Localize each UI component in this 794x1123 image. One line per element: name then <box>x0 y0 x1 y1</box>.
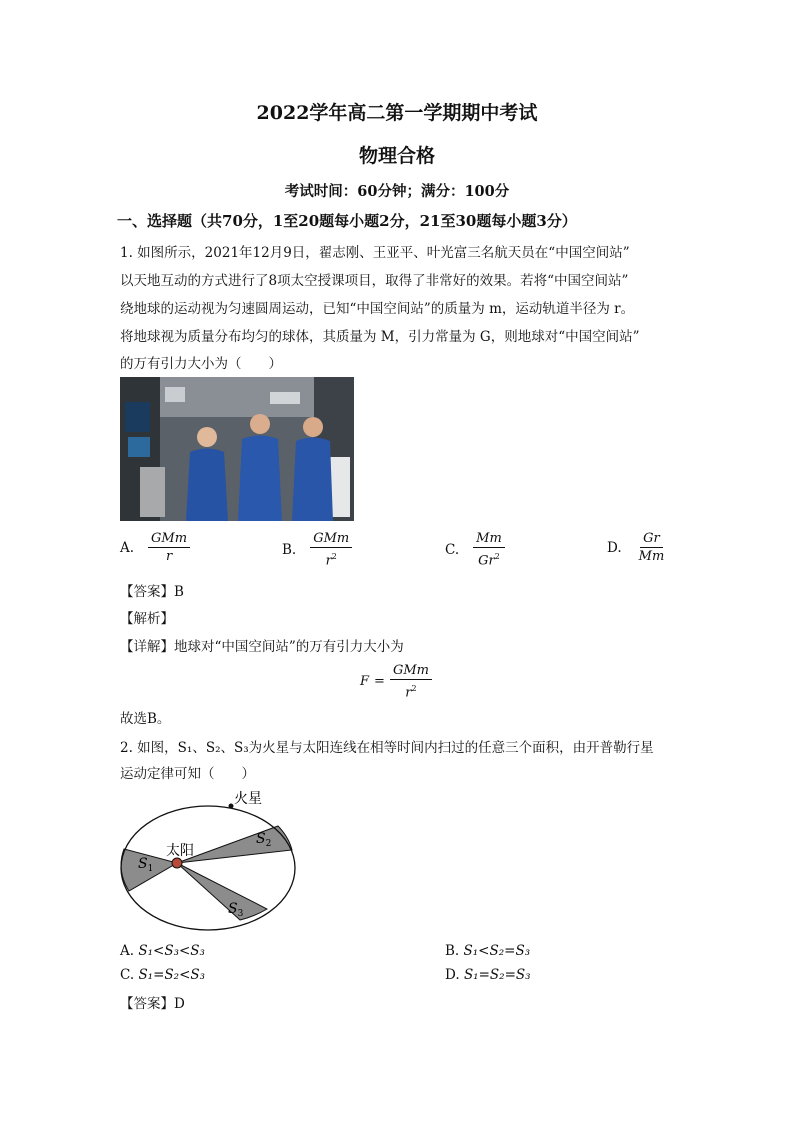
exam-title: 2022学年高二第一学期期中考试 <box>256 102 538 124</box>
astronauts-photo <box>120 377 354 521</box>
mars-label: 火星 <box>234 791 262 807</box>
q2-option-c[interactable]: C. S₁=S₂<S₃ <box>120 967 206 983</box>
q1-option-d[interactable] <box>607 530 667 565</box>
q2-option-a[interactable]: A. S₁<S₃<S₃ <box>120 943 205 959</box>
q1-option-b[interactable] <box>282 530 352 569</box>
q1-line-2: 以天地互动的方式进行了8项太空授课项目，取得了非常好的效果。若将“中国空间站” <box>120 273 629 289</box>
option-label: A. <box>120 539 135 556</box>
q1-detail: 【详解】地球对“中国空间站”的万有引力大小为 <box>120 639 404 655</box>
q1-conclusion: 故选B。 <box>120 711 171 727</box>
mars-marker <box>229 804 234 809</box>
q1-line-4: 将地球视为质量分布均匀的球体，其质量为 M，引力常量为 G，则地球对“中国空间站” <box>120 329 640 345</box>
sun-marker <box>172 858 182 868</box>
q1-line-1: 1. 如图所示，2021年12月9日，翟志刚、王亚平、叶光富三名航天员在“中国空间站” <box>120 245 630 261</box>
s1-label: $S_1$ <box>138 856 154 874</box>
s3-label: $S_3$ <box>228 901 244 919</box>
option-formula: $\frac{Gr}{Mm}$ <box>638 531 665 564</box>
kepler-orbit-diagram <box>120 785 300 935</box>
exam-subtitle: 物理合格 <box>358 145 435 167</box>
q2-option-b[interactable]: B. S₁<S₂=S₃ <box>445 943 531 959</box>
exam-info: 考试时间：60分钟；满分：100分 <box>284 183 510 200</box>
q2-option-d[interactable]: D. S₁=S₂=S₃ <box>445 967 531 983</box>
q1-analysis-tag: 【解析】 <box>120 611 174 627</box>
q1-line-5: 的万有引力大小为（ ） <box>120 356 282 372</box>
option-formula: $\frac{\text{GMm}}{r^2}$ <box>310 530 352 569</box>
option-formula: $\frac{Mm}{Gr^2}$ <box>473 530 505 569</box>
option-label: B. <box>282 541 297 558</box>
option-label: C. <box>445 541 460 558</box>
gravitation-formula: F = $\frac{\text{GMm}}{r^2}$ <box>360 662 432 701</box>
section-heading: 一、选择题（共70分，1至20题每小题2分，21至30题每小题3分） <box>117 212 577 230</box>
option-formula: $\frac{\text{GMm}}{r}$ <box>148 530 190 565</box>
area-s2 <box>177 826 292 863</box>
q1-line-3: 绕地球的运动视为匀速圆周运动，已知“中国空间站”的质量为 m，运动轨道半径为 r。 <box>120 301 635 317</box>
q2-line-1: 2. 如图，S₁、S₂、S₃为火星与太阳连线在相等时间内扫过的任意三个面积，由开普勒行星 <box>120 740 654 756</box>
option-label: D. <box>607 539 622 556</box>
q1-option-a[interactable] <box>120 530 190 565</box>
q1-option-c[interactable] <box>445 530 505 569</box>
q2-answer: 【答案】D <box>120 996 185 1012</box>
s2-label: $S_2$ <box>256 831 272 849</box>
area-s3 <box>177 863 267 920</box>
q1-answer: 【答案】B <box>120 584 184 600</box>
sun-label: 太阳 <box>166 843 194 859</box>
q2-line-2: 运动定律可知（ ） <box>120 766 255 782</box>
